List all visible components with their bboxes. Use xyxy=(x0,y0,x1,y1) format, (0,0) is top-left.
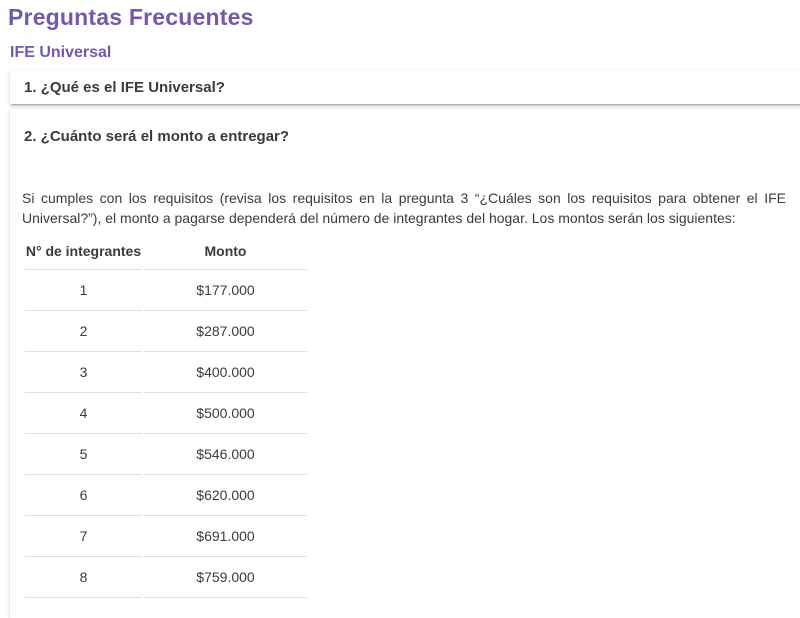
column-header-monto: Monto xyxy=(144,239,307,270)
table-row xyxy=(25,393,307,434)
cell-monto: $691.000 xyxy=(144,516,307,557)
cell-monto: $620.000 xyxy=(144,475,307,516)
accordion-header-question-2[interactable]: 2. ¿Cuánto será el monto a entregar? xyxy=(24,128,290,145)
section-title: IFE Universal xyxy=(10,44,112,61)
table-row xyxy=(25,475,307,516)
cell-integrantes: 7 xyxy=(25,516,142,557)
cell-integrantes: 8 xyxy=(25,557,142,598)
cell-integrantes: 2 xyxy=(25,311,142,352)
table-row xyxy=(25,557,307,598)
cell-monto: $759.000 xyxy=(144,557,307,598)
faq-item-1 xyxy=(10,71,800,104)
cell-monto: $546.000 xyxy=(144,434,307,475)
table-row xyxy=(25,516,307,557)
cell-integrantes: 4 xyxy=(25,393,142,434)
cell-integrantes: 3 xyxy=(25,352,142,393)
cell-monto: $287.000 xyxy=(144,311,307,352)
table-row xyxy=(25,270,307,311)
table-row xyxy=(25,434,307,475)
cell-integrantes: 6 xyxy=(25,475,142,516)
accordion-header-question-1[interactable]: 1. ¿Qué es el IFE Universal? xyxy=(24,78,225,96)
column-header-integrantes: N° de integrantes xyxy=(25,239,142,270)
table-header-row xyxy=(25,239,307,270)
page-title: Preguntas Frecuentes xyxy=(8,4,254,30)
cell-integrantes: 1 xyxy=(25,270,142,311)
faq-item-2 xyxy=(10,109,800,618)
table-row xyxy=(25,311,307,352)
amounts-table xyxy=(23,239,309,598)
cell-integrantes: 5 xyxy=(25,434,142,475)
answer-paragraph: Si cumples con los requisitos (revisa los requisitos en la pregunta 3 “¿Cuáles son los requisitos para obtener el IFE Universal?”), el monto a pagarse dependerá del número de integrantes del hogar. Los montos serán los siguientes: xyxy=(22,190,786,226)
table-row xyxy=(25,352,307,393)
cell-monto: $500.000 xyxy=(144,393,307,434)
cell-monto: $177.000 xyxy=(144,270,307,311)
cell-monto: $400.000 xyxy=(144,352,307,393)
accordion-answer-2 xyxy=(10,188,800,618)
